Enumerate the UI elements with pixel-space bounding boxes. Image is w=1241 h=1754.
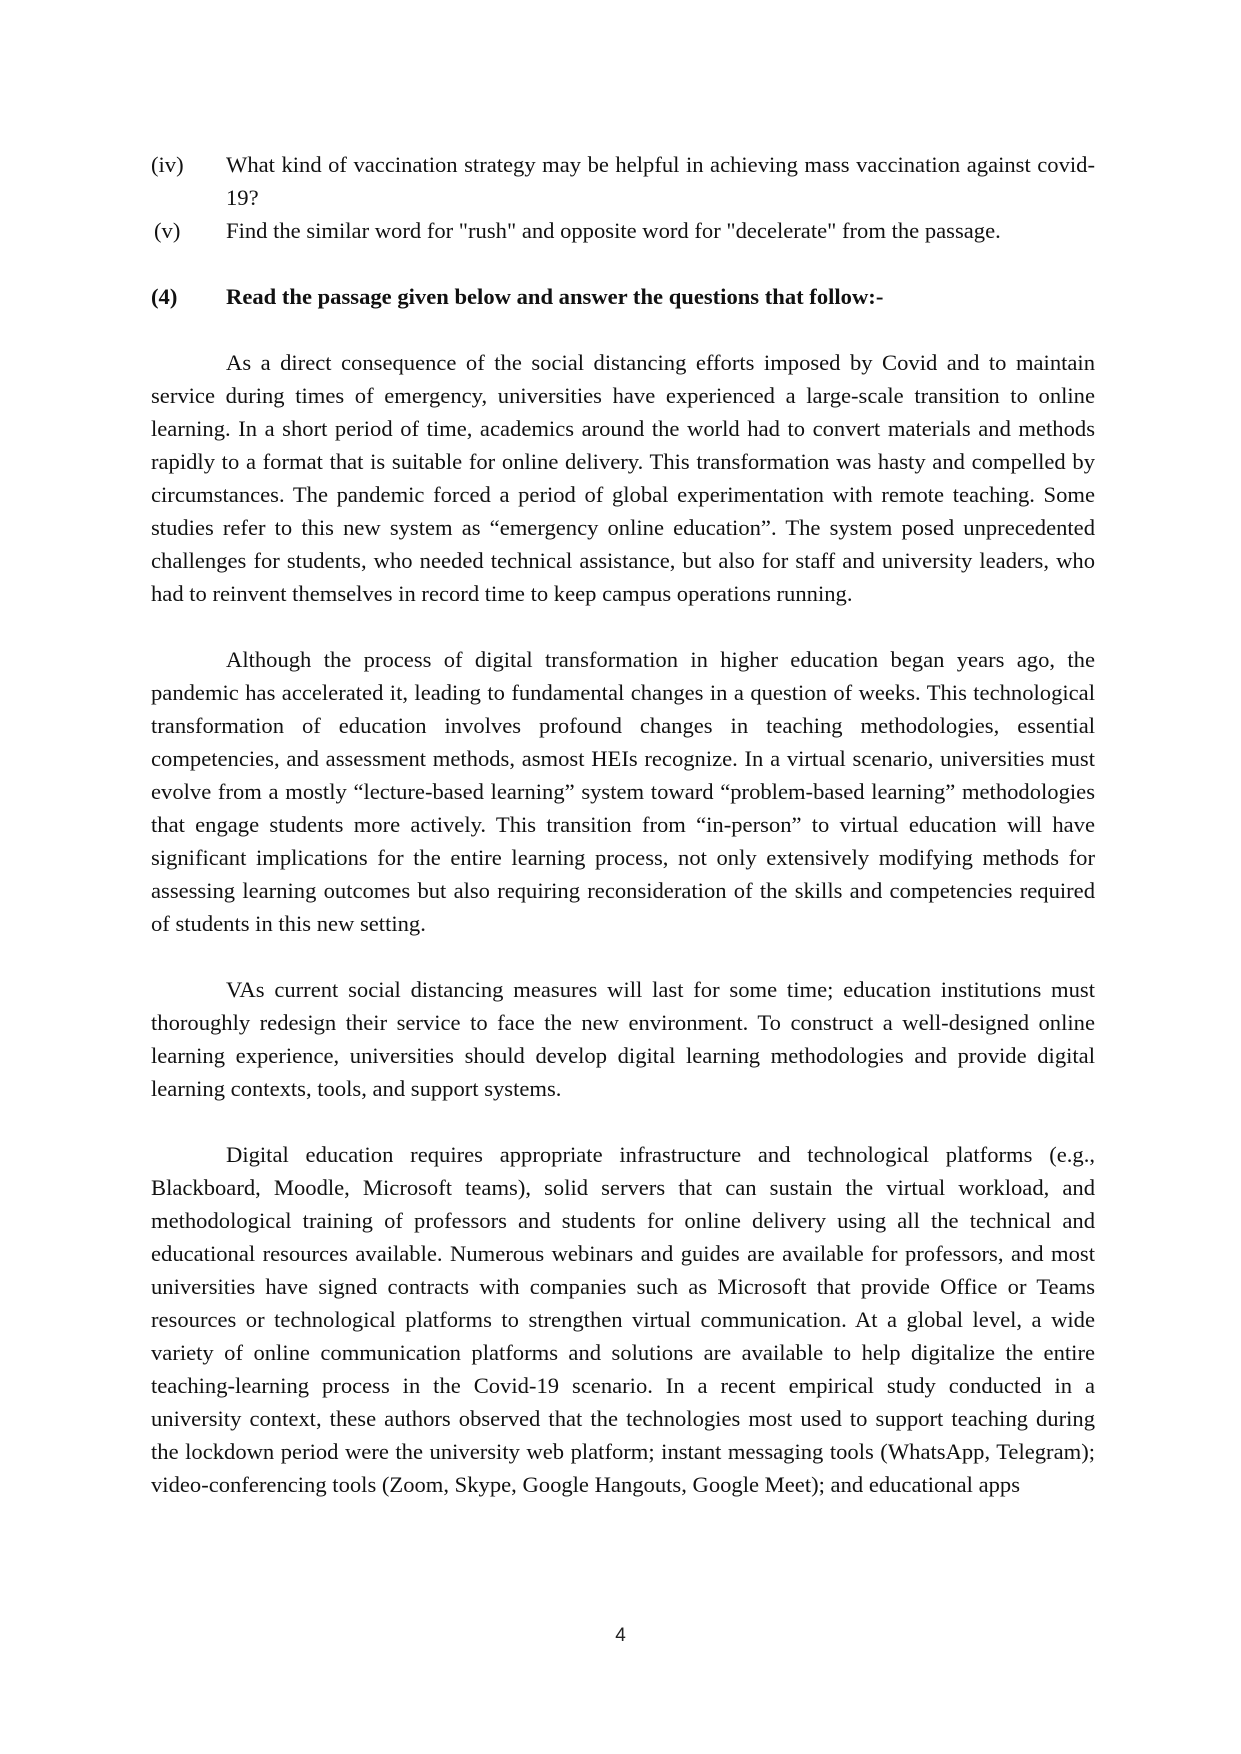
question-iv xyxy=(151,148,1095,214)
section-title: Read the passage given below and answer the questions that follow:- xyxy=(226,284,884,309)
page-number: 4 xyxy=(615,1625,626,1646)
question-text: What kind of vaccination strategy may be helpful in achieving mass vaccination against covid-19? xyxy=(226,152,1095,210)
passage-paragraph-4: Digital education requires appropriate infrastructure and technological platforms (e.g., Blackboard, Moodle, Microsoft teams), solid servers that can sustain the virtual workload, and methodological training of professors and students for online delivery using all the technical and educational resources available. Numerous webinars and guides are available for professors, and most universities have signed contracts with companies such as Microsoft that provide Office or Teams resources or technological platforms to strengthen virtual communication. At a global level, a wide variety of online communication platforms and solutions are available to help digitalize the entire teaching-learning process in the Covid-19 scenario. In a recent empirical study conducted in a university context, these authors observed that the technologies most used to support teaching during the lockdown period were the university web platform; instant messaging tools (WhatsApp, Telegram); video-conferencing tools (Zoom, Skype, Google Hangouts, Google Meet); and educational apps xyxy=(151,1142,1095,1497)
question-number: (iv) xyxy=(151,152,184,177)
question-v xyxy=(151,214,1095,247)
page-content xyxy=(151,148,1095,1501)
question-number: (v) xyxy=(154,218,181,243)
passage-paragraph-3: VAs current social distancing measures will last for some time; education institutions must thoroughly redesign their service to face the new environment. To construct a well-designed online learning experience, universities should develop digital learning methodologies and provide digital learning contexts, tools, and support systems. xyxy=(151,977,1095,1101)
section-heading xyxy=(151,280,1095,313)
passage-paragraph-1: As a direct consequence of the social distancing efforts imposed by Covid and to maintain service during times of emergency, universities have experienced a large-scale transition to online learning. In a short period of time, academics around the world had to convert materials and methods rapidly to a format that is suitable for online delivery. This transformation was hasty and compelled by circumstances. The pandemic forced a period of global experimentation with remote teaching. Some studies refer to this new system as “emergency online education”. The system posed unprecedented challenges for students, who needed technical assistance, but also for staff and university leaders, who had to reinvent themselves in record time to keep campus operations running. xyxy=(151,350,1095,606)
passage-paragraph-2: Although the process of digital transformation in higher education began years ago, the pandemic has accelerated it, leading to fundamental changes in a question of weeks. This technological transformation of education involves profound changes in teaching methodologies, essential competencies, and assessment methods, asmost HEIs recognize. In a virtual scenario, universities must evolve from a mostly “lecture-based learning” system toward “problem-based learning” methodologies that engage students more actively. This transition from “in-person” to virtual education will have significant implications for the entire learning process, not only extensively modifying methods for assessing learning outcomes but also requiring reconsideration of the skills and competencies required of students in this new setting. xyxy=(151,647,1095,936)
section-number: (4) xyxy=(151,284,178,309)
question-text: Find the similar word for "rush" and opposite word for "decelerate" from the passage. xyxy=(226,218,1001,243)
